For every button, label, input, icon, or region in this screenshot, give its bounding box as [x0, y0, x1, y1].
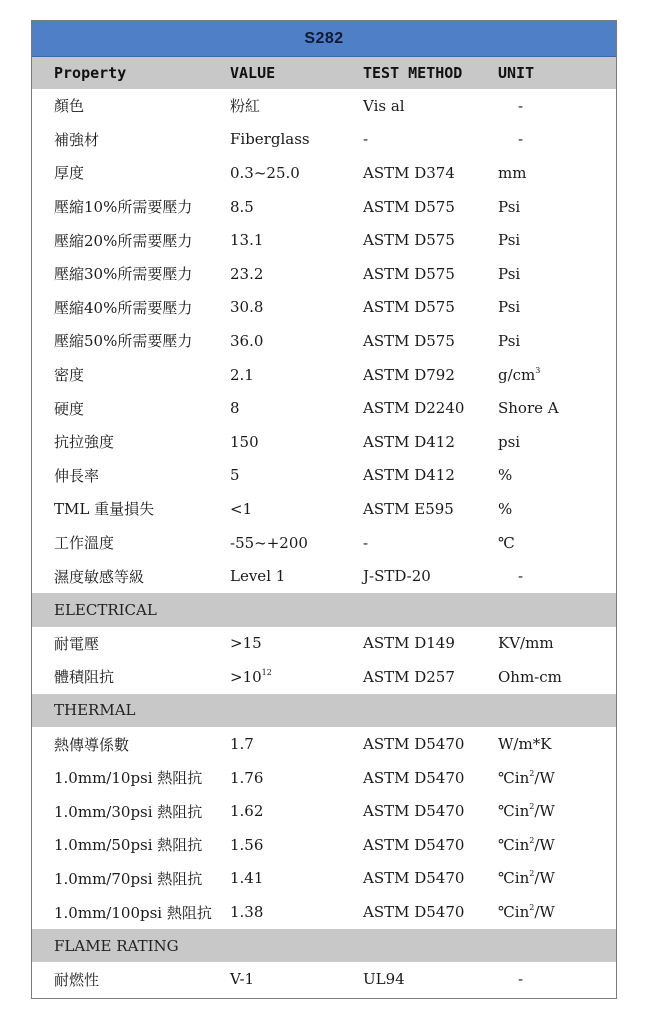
unit-cell: - — [518, 970, 524, 989]
section-electrical — [32, 593, 616, 627]
test-method-cell: ASTM E595 — [363, 499, 454, 518]
test-method-cell: ASTM D575 — [363, 331, 455, 350]
unit-base: ℃in — [498, 903, 530, 922]
table-row — [32, 425, 616, 459]
unit-cell: Psi — [498, 298, 521, 317]
section-label: FLAME RATING — [54, 936, 179, 955]
test-method-cell: Vis al — [363, 96, 405, 115]
unit-exponent: 2 — [529, 768, 535, 778]
table-row — [32, 156, 616, 190]
property-cell: 壓縮40%所需要壓力 — [54, 298, 193, 317]
unit-base: ℃in — [498, 768, 530, 787]
value-cell: >15 — [230, 634, 262, 653]
property-cell: 濕度敏感等級 — [54, 567, 145, 586]
unit-exponent: 2 — [529, 869, 535, 879]
property-cell: 壓縮10%所需要壓力 — [54, 198, 193, 217]
table-row — [32, 727, 616, 761]
table-row — [32, 257, 616, 291]
test-method-cell: ASTM D5470 — [363, 768, 465, 787]
datasheet-table — [31, 20, 617, 999]
table-row — [32, 862, 616, 896]
unit-cell — [498, 802, 616, 820]
unit-tail: /W — [534, 768, 555, 787]
unit-cell — [498, 903, 616, 921]
value-cell: 粉紅 — [230, 97, 261, 116]
unit-base: ℃in — [498, 869, 530, 888]
table-row — [32, 962, 616, 996]
unit-cell — [498, 366, 616, 384]
table-row — [32, 660, 616, 694]
unit-cell: % — [498, 466, 513, 485]
property-cell: 1.0mm/50psi 熱阻抗 — [54, 836, 203, 855]
property-cell: 抗拉強度 — [54, 433, 115, 452]
unit-cell: psi — [498, 432, 521, 451]
general-properties — [32, 89, 616, 593]
value-exponent: 12 — [261, 667, 272, 677]
test-method-cell: J-STD-20 — [363, 567, 431, 586]
value-cell: 1.56 — [230, 835, 264, 854]
value-cell: 1.76 — [230, 768, 264, 787]
test-method-cell: UL94 — [363, 970, 405, 989]
test-method-cell: ASTM D575 — [363, 298, 455, 317]
unit-exponent: 2 — [529, 835, 535, 845]
column-header-unit: UNIT — [498, 64, 535, 82]
section-label: ELECTRICAL — [54, 600, 157, 619]
unit-cell: Psi — [498, 331, 521, 350]
table-row — [32, 794, 616, 828]
unit-cell — [498, 869, 616, 887]
property-cell: 熱傳導係數 — [54, 735, 130, 754]
test-method-cell: ASTM D792 — [363, 365, 455, 384]
test-method-cell: ASTM D5470 — [363, 802, 465, 821]
value-cell: 13.1 — [230, 231, 264, 250]
property-cell: 耐電壓 — [54, 634, 100, 653]
table-row — [32, 761, 616, 795]
test-method-cell: ASTM D575 — [363, 197, 455, 216]
value-cell: -55~+200 — [230, 533, 308, 552]
property-cell: 耐燃性 — [54, 970, 100, 989]
table-row — [32, 391, 616, 425]
unit-tail: /W — [534, 903, 555, 922]
column-header-row — [32, 57, 616, 89]
table-row — [32, 492, 616, 526]
test-method-cell: ASTM D575 — [363, 264, 455, 283]
unit-tail: /W — [534, 869, 555, 888]
value-cell: 30.8 — [230, 298, 264, 317]
test-method-cell: ASTM D575 — [363, 231, 455, 250]
unit-cell: Psi — [498, 264, 521, 283]
property-cell: 1.0mm/100psi 熱阻抗 — [54, 903, 212, 922]
table-row — [32, 828, 616, 862]
unit-cell — [498, 769, 616, 787]
unit-base: ℃in — [498, 802, 530, 821]
property-cell: 硬度 — [54, 399, 85, 418]
unit-cell: ℃ — [498, 533, 515, 552]
test-method-cell: ASTM D412 — [363, 432, 455, 451]
value-cell: 1.38 — [230, 903, 264, 922]
property-cell: 顏色 — [54, 97, 85, 116]
unit-cell: mm — [498, 163, 527, 182]
flame-properties — [32, 962, 616, 996]
table-row — [32, 627, 616, 661]
value-cell: 2.1 — [230, 365, 254, 384]
unit-tail: /W — [534, 802, 555, 821]
unit-cell: - — [518, 96, 524, 115]
unit-cell: - — [518, 567, 524, 586]
value-cell: 8 — [230, 399, 240, 418]
test-method-cell: ASTM D149 — [363, 634, 455, 653]
value-cell: Fiberglass — [230, 130, 310, 149]
test-method-cell: ASTM D2240 — [363, 399, 465, 418]
unit-cell: Psi — [498, 231, 521, 250]
property-cell: 密度 — [54, 366, 85, 385]
test-method-cell: - — [363, 533, 369, 552]
value-cell: 1.41 — [230, 869, 264, 888]
unit-cell: - — [518, 130, 524, 149]
unit-exponent: 2 — [529, 802, 535, 812]
test-method-cell: ASTM D257 — [363, 667, 455, 686]
test-method-cell: ASTM D5470 — [363, 869, 465, 888]
unit-cell: KV/mm — [498, 634, 554, 653]
value-cell: V-1 — [230, 970, 255, 989]
column-header-test-method: TEST METHOD — [363, 64, 463, 82]
table-row — [32, 358, 616, 392]
property-cell: 1.0mm/10psi 熱阻抗 — [54, 769, 203, 788]
unit-base: g/cm — [498, 365, 536, 384]
unit-tail: /W — [534, 835, 555, 854]
electrical-properties — [32, 627, 616, 694]
unit-cell: W/m*K — [498, 735, 552, 754]
property-cell: TML 重量損失 — [54, 500, 155, 519]
property-cell: 補強材 — [54, 130, 100, 149]
section-thermal — [32, 694, 616, 728]
value-cell: 36.0 — [230, 331, 264, 350]
table-row — [32, 190, 616, 224]
property-cell: 壓縮30%所需要壓力 — [54, 265, 193, 284]
thermal-properties — [32, 727, 616, 929]
unit-cell: Shore A — [498, 399, 559, 418]
table-row — [32, 526, 616, 560]
value-cell: 5 — [230, 466, 240, 485]
unit-cell: % — [498, 499, 513, 518]
test-method-cell: ASTM D412 — [363, 466, 455, 485]
unit-cell: Psi — [498, 197, 521, 216]
value-cell: 0.3~25.0 — [230, 163, 300, 182]
value-cell: 23.2 — [230, 264, 264, 283]
product-title: S282 — [32, 21, 616, 57]
property-cell: 體積阻抗 — [54, 668, 115, 687]
section-label: THERMAL — [54, 701, 136, 720]
test-method-cell: ASTM D5470 — [363, 835, 465, 854]
value-cell: 8.5 — [230, 197, 254, 216]
section-flame-rating — [32, 929, 616, 963]
table-row — [32, 459, 616, 493]
table-row — [32, 89, 616, 123]
unit-base: ℃in — [498, 835, 530, 854]
property-cell: 壓縮50%所需要壓力 — [54, 332, 193, 351]
table-row — [32, 123, 616, 157]
test-method-cell: ASTM D374 — [363, 163, 455, 182]
value-cell: 1.62 — [230, 802, 264, 821]
column-header-value: VALUE — [230, 64, 276, 82]
property-cell: 伸長率 — [54, 466, 100, 485]
table-row — [32, 223, 616, 257]
value-cell: Level 1 — [230, 567, 286, 586]
column-header-property: Property — [54, 64, 127, 82]
property-cell: 壓縮20%所需要壓力 — [54, 231, 193, 250]
property-cell: 1.0mm/30psi 熱阻抗 — [54, 802, 203, 821]
value-cell: <1 — [230, 499, 253, 518]
value-base: >10 — [230, 667, 262, 686]
test-method-cell: ASTM D5470 — [363, 735, 465, 754]
table-row — [32, 324, 616, 358]
value-cell: 1.7 — [230, 735, 254, 754]
value-cell: 150 — [230, 432, 259, 451]
table-row — [32, 895, 616, 929]
unit-cell — [498, 836, 616, 854]
table-row — [32, 291, 616, 325]
unit-exponent: 2 — [529, 903, 535, 913]
test-method-cell: ASTM D5470 — [363, 903, 465, 922]
property-cell: 1.0mm/70psi 熱阻抗 — [54, 869, 203, 888]
property-cell: 厚度 — [54, 164, 85, 183]
property-cell: 工作溫度 — [54, 534, 115, 553]
test-method-cell: - — [363, 130, 369, 149]
table-row — [32, 559, 616, 593]
value-cell — [230, 668, 363, 686]
unit-exponent: 3 — [535, 365, 541, 375]
unit-cell: Ohm-cm — [498, 667, 562, 686]
